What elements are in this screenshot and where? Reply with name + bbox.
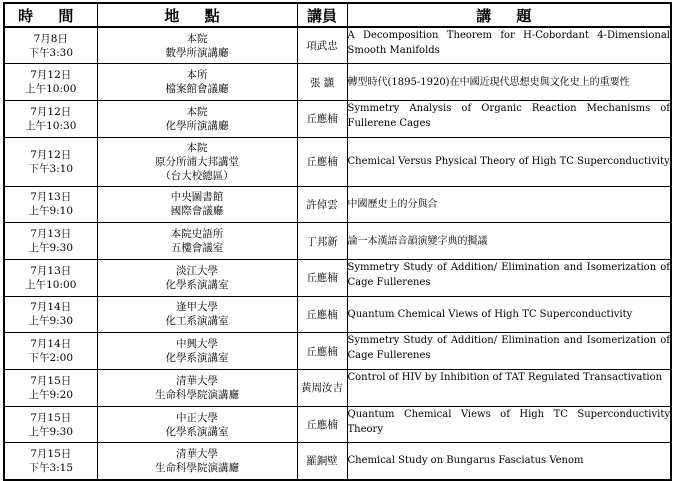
table-row — [4, 259, 671, 296]
lecture-schedule-table — [3, 2, 672, 481]
place-line: 本院 — [186, 32, 208, 45]
date: 7月12日 — [30, 148, 72, 161]
speaker-cell: 丁邦新 — [297, 223, 347, 260]
time: 下午3:10 — [28, 162, 74, 175]
place-line: 五樓會議室 — [170, 242, 224, 255]
table-row — [4, 186, 671, 223]
place-line: 化學系演講室 — [165, 352, 229, 365]
speaker-cell: 張 灝 — [297, 64, 347, 101]
place-line: 檔案館會議廳 — [165, 83, 229, 96]
place-cell — [97, 296, 297, 333]
topic-cell: Chemical Versus Physical Theory of High TC Superconductivity — [347, 137, 671, 186]
place-cell — [97, 406, 297, 443]
speaker-cell: 許倬雲 — [297, 186, 347, 223]
speaker-cell: 丘應楠 — [297, 100, 347, 137]
header-time: 時 間 — [4, 3, 97, 27]
date-time-cell — [4, 370, 97, 407]
date-time-cell — [4, 259, 97, 296]
topic-cell: A Decomposition Theorem for H-Cobordant 4-Dimensional Smooth Manifolds — [347, 27, 671, 64]
place-line: 生命科學院演講廳 — [155, 388, 239, 401]
place-line: 清華大學 — [176, 374, 218, 387]
place-line: 原分所浦大邦講堂 — [155, 155, 239, 168]
table-row — [4, 333, 671, 370]
place-line: 化學系演講室 — [165, 278, 229, 291]
date-time-cell — [4, 406, 97, 443]
time: 上午9:30 — [28, 425, 74, 438]
date: 7月15日 — [30, 411, 72, 424]
topic-cell: Symmetry Study of Addition/ Elimination and Isomerization of Cage Fullerenes — [347, 259, 671, 296]
table-row — [4, 296, 671, 333]
place-line: （台大校總區） — [160, 169, 234, 182]
date: 7月8日 — [33, 32, 68, 45]
date-time-cell — [4, 186, 97, 223]
header-speaker: 講員 — [297, 3, 347, 27]
speaker-cell: 項武忠 — [297, 27, 347, 64]
place-cell — [97, 223, 297, 260]
date-time-cell — [4, 443, 97, 480]
time: 上午10:00 — [25, 83, 77, 96]
topic-cell: Symmetry Study of Addition/ Elimination and Isomerization of Cage Fullerenes — [347, 333, 671, 370]
speaker-cell: 丘應楠 — [297, 406, 347, 443]
date-time-cell — [4, 64, 97, 101]
table-row — [4, 64, 671, 101]
table-row — [4, 100, 671, 137]
topic-cell: 論一本漢語音韻演變字典的擬議 — [347, 223, 671, 260]
speaker-cell: 丘應楠 — [297, 333, 347, 370]
place-line: 中興大學 — [176, 338, 218, 351]
place-line: 化工系演講室 — [165, 315, 229, 328]
place-line: 化學系演講室 — [165, 425, 229, 438]
date-time-cell — [4, 223, 97, 260]
place-cell — [97, 137, 297, 186]
table-row — [4, 27, 671, 64]
topic-cell: Chemical Study on Bungarus Fasciatus Venom — [347, 443, 671, 480]
date-time-cell — [4, 333, 97, 370]
time: 上午9:30 — [28, 315, 74, 328]
speaker-cell: 黃周汝吉 — [297, 370, 347, 407]
place-cell — [97, 443, 297, 480]
speaker-cell: 丘應楠 — [297, 137, 347, 186]
place-line: 逢甲大學 — [176, 301, 218, 314]
place-line: 淡江大學 — [176, 264, 218, 277]
time: 上午9:30 — [28, 242, 74, 255]
topic-cell: Control of HIV by Inhibition of TAT Regulated Transactivation — [347, 370, 671, 407]
place-line: 清華大學 — [176, 447, 218, 460]
place-line: 生命科學院演講廳 — [155, 461, 239, 474]
table-row — [4, 406, 671, 443]
place-cell — [97, 333, 297, 370]
place-cell — [97, 370, 297, 407]
header-row — [4, 3, 671, 27]
place-cell — [97, 259, 297, 296]
time: 上午9:20 — [28, 388, 74, 401]
table-row — [4, 223, 671, 260]
time: 下午3:30 — [28, 46, 74, 59]
topic-cell: Quantum Chemical Views of High TC Superconductivity — [347, 296, 671, 333]
date-time-cell — [4, 137, 97, 186]
date: 7月15日 — [30, 374, 72, 387]
table-row — [4, 370, 671, 407]
date: 7月13日 — [30, 228, 72, 241]
speaker-cell: 丘應楠 — [297, 259, 347, 296]
place-line: 本所 — [186, 69, 208, 82]
place-line: 中央圖書館 — [170, 191, 224, 204]
place-cell — [97, 64, 297, 101]
date: 7月14日 — [30, 301, 72, 314]
date: 7月13日 — [30, 191, 72, 204]
date: 7月15日 — [30, 447, 72, 460]
place-line: 本院 — [186, 105, 208, 118]
place-cell — [97, 100, 297, 137]
date-time-cell — [4, 296, 97, 333]
time: 下午3:15 — [28, 461, 74, 474]
header-topic: 講 題 — [347, 3, 671, 27]
table-row — [4, 443, 671, 480]
date: 7月14日 — [30, 338, 72, 351]
time: 上午9:10 — [28, 205, 74, 218]
time: 上午10:30 — [25, 119, 77, 132]
place-cell — [97, 27, 297, 64]
date: 7月12日 — [30, 105, 72, 118]
place-line: 數學所演講廳 — [165, 46, 229, 59]
time: 下午2:00 — [28, 352, 74, 365]
place-cell — [97, 186, 297, 223]
date: 7月13日 — [30, 264, 72, 277]
place-line: 本院史語所 — [170, 228, 224, 241]
topic-cell: 轉型時代(1895-1920)在中國近現代思想史與文化史上的重要性 — [347, 64, 671, 101]
topic-cell: Symmetry Analysis of Organic Reaction Mechanisms of Fullerene Cages — [347, 100, 671, 137]
place-line: 化學所演講廳 — [165, 119, 229, 132]
topic-cell: 中國歷史上的分與合 — [347, 186, 671, 223]
speaker-cell: 丘應楠 — [297, 296, 347, 333]
time: 上午10:00 — [25, 278, 77, 291]
date-time-cell — [4, 100, 97, 137]
date: 7月12日 — [30, 69, 72, 82]
topic-cell: Quantum Chemical Views of High TC Superconductivity Theory — [347, 406, 671, 443]
date-time-cell — [4, 27, 97, 64]
place-line: 本院 — [186, 141, 208, 154]
place-line: 中正大學 — [176, 411, 218, 424]
table-row — [4, 137, 671, 186]
place-line: 國際會議廳 — [170, 205, 224, 218]
header-place: 地 點 — [97, 3, 297, 27]
speaker-cell: 羅銅壁 — [297, 443, 347, 480]
